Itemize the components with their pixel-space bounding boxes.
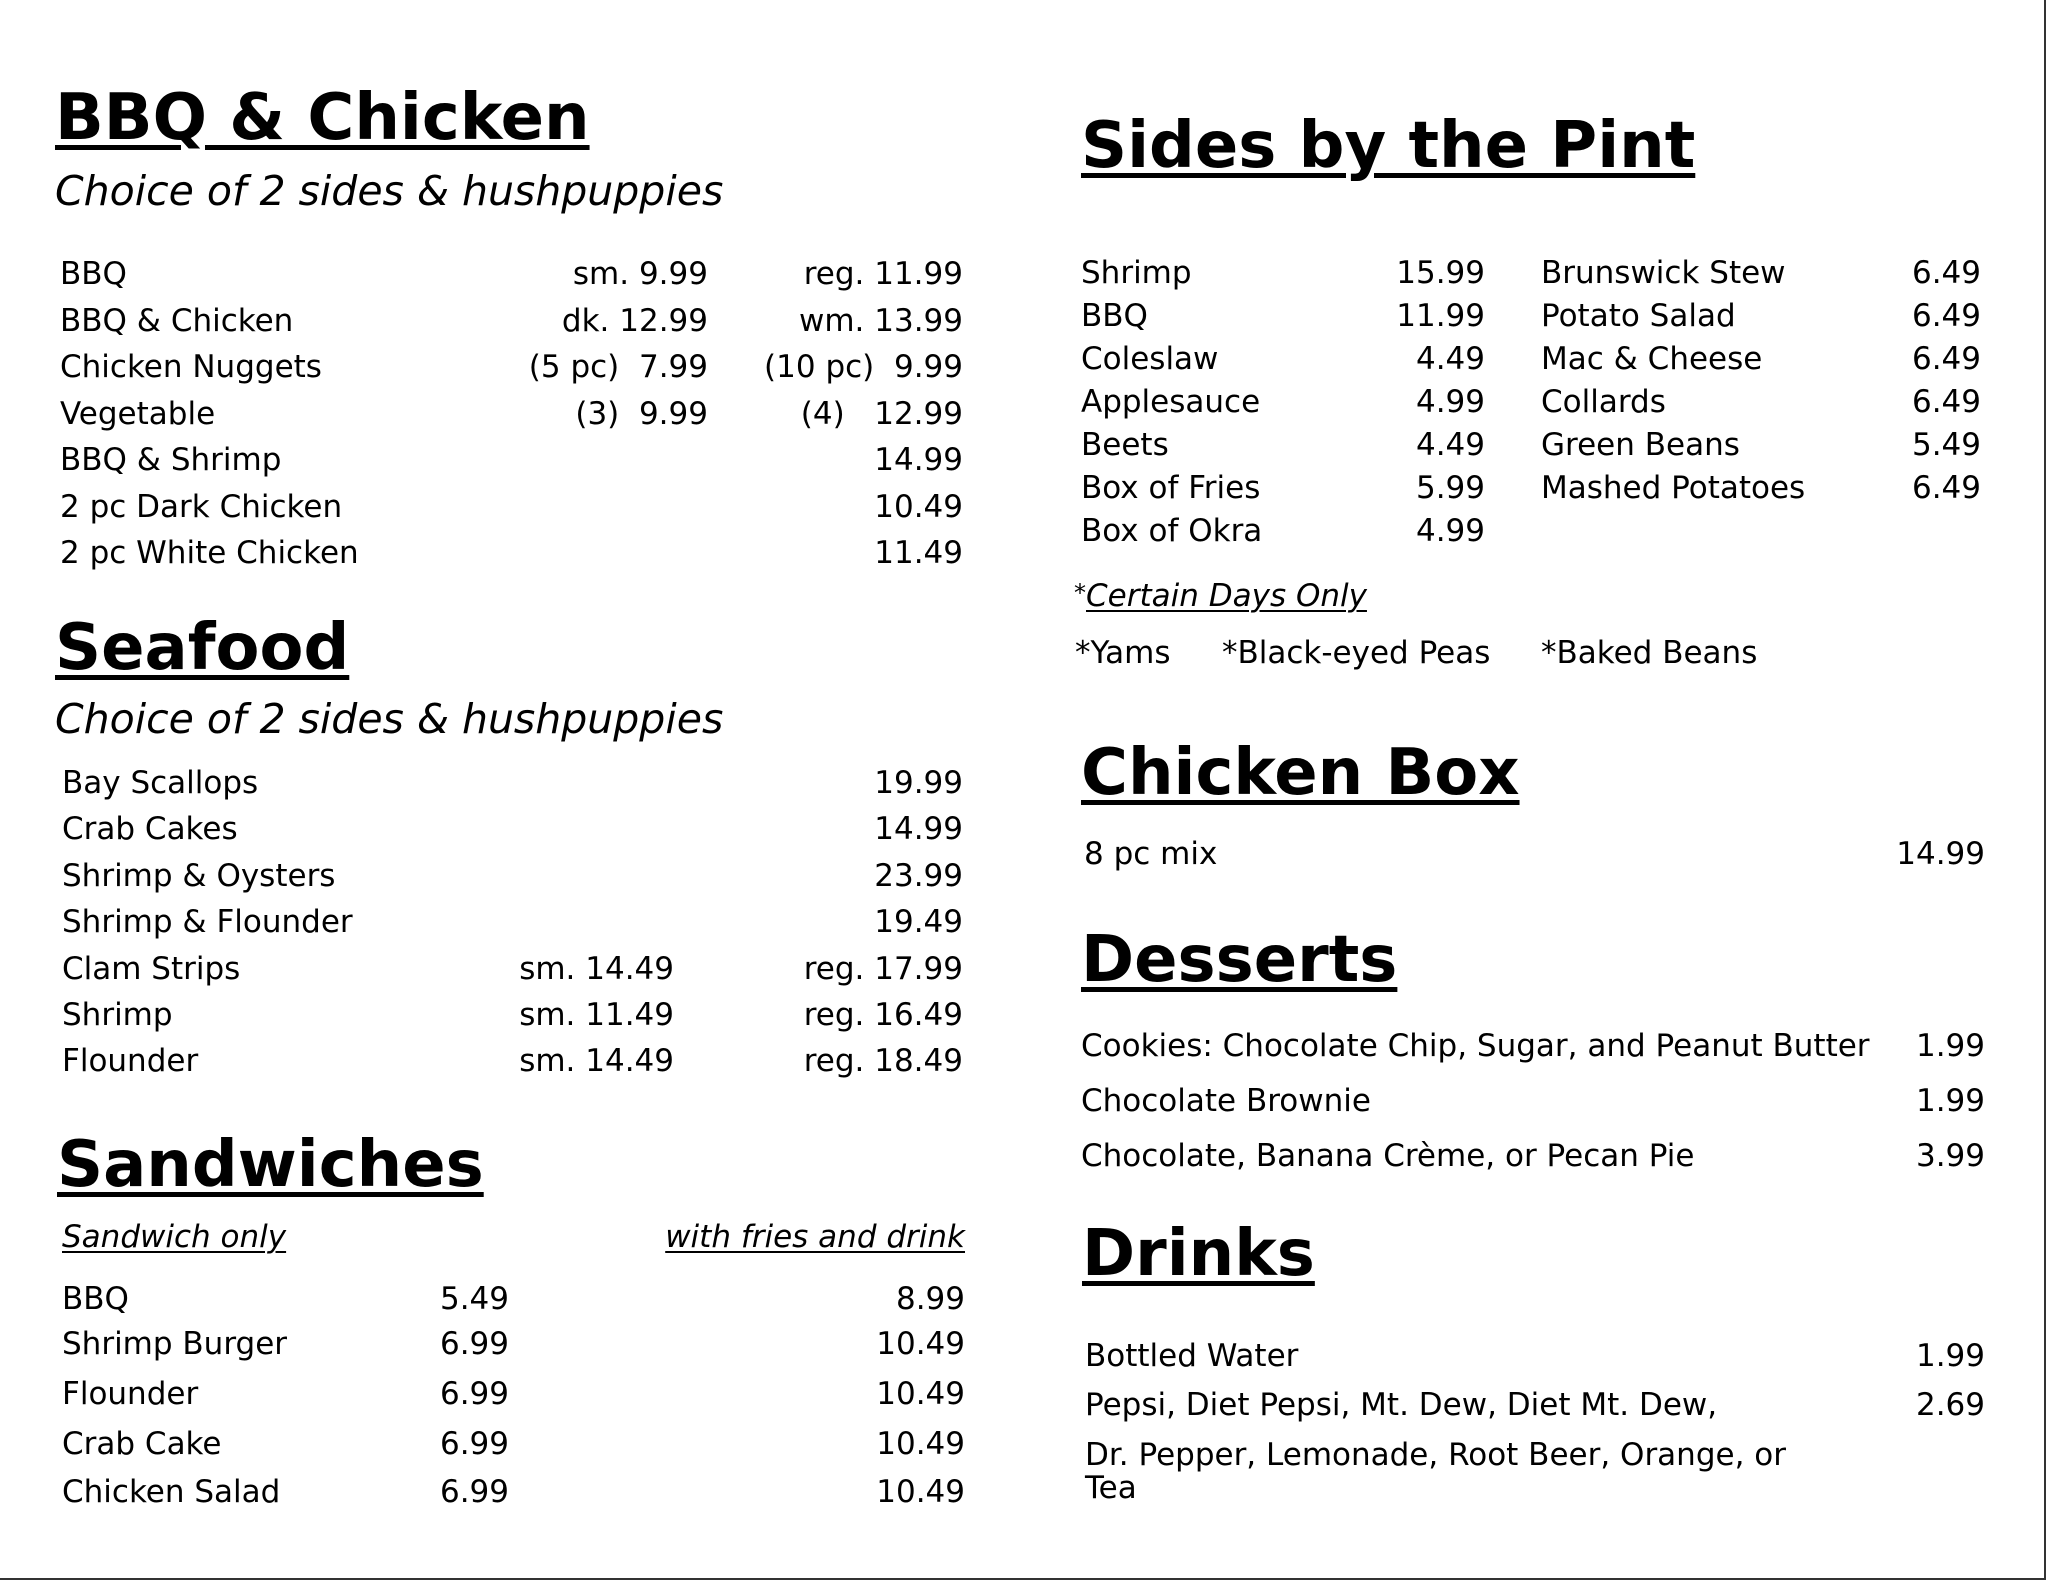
menu-item-name: 2 pc Dark Chicken xyxy=(60,489,343,525)
bbq-chicken-subtitle: Choice of 2 sides & hushpuppies xyxy=(55,167,724,215)
seafood-heading: Seafood xyxy=(55,611,350,685)
menu-item-price: (10 pc) 9.99 xyxy=(764,349,963,385)
menu-item-name: Mashed Potatoes xyxy=(1541,470,1806,506)
menu-item-price: 11.99 xyxy=(1396,298,1485,334)
menu-item-price: reg. 17.99 xyxy=(803,951,963,987)
menu-item-name: Shrimp xyxy=(1081,255,1192,291)
menu-item-price: 10.49 xyxy=(874,489,963,525)
menu-item-name: Bottled Water xyxy=(1085,1338,1299,1374)
menu-item-price: 1.99 xyxy=(1915,1338,1985,1374)
menu-item-price: 4.49 xyxy=(1415,427,1485,463)
menu-item-name: Applesauce xyxy=(1081,384,1261,420)
menu-item-price: 14.99 xyxy=(874,442,963,478)
menu-item-price: 6.99 xyxy=(439,1376,509,1412)
drinks-list-continued: Dr. Pepper, Lemonade, Root Beer, Orange, or xyxy=(1085,1437,1786,1473)
menu-item-name: Flounder xyxy=(62,1043,199,1079)
menu-item-price: 10.49 xyxy=(876,1326,965,1362)
menu-item-price: 4.49 xyxy=(1415,341,1485,377)
menu-item-price: 3.99 xyxy=(1915,1138,1985,1174)
menu-item-name: Shrimp Burger xyxy=(62,1326,288,1362)
menu-item-price: 4.99 xyxy=(1415,384,1485,420)
menu-item-name: Brunswick Stew xyxy=(1541,255,1786,291)
with-fries-drink-header: with fries and drink xyxy=(665,1219,965,1255)
menu-item-name: Box of Okra xyxy=(1081,513,1263,549)
menu-item-price: sm. 9.99 xyxy=(572,256,708,292)
menu-item-price: 6.49 xyxy=(1911,470,1981,506)
seafood-subtitle: Choice of 2 sides & hushpuppies xyxy=(55,695,724,743)
menu-item-name: Shrimp xyxy=(62,997,173,1033)
menu-item-name: 2 pc White Chicken xyxy=(60,535,359,571)
menu-item-name: BBQ & Shrimp xyxy=(60,442,282,478)
menu-item-price: 5.49 xyxy=(439,1281,509,1317)
menu-item-name: BBQ & Chicken xyxy=(60,303,294,339)
menu-item-price: 4.99 xyxy=(1415,513,1485,549)
menu-item-name: Crab Cake xyxy=(62,1426,222,1462)
sandwich-only-header: Sandwich only xyxy=(62,1219,287,1255)
menu-item-name: Potato Salad xyxy=(1541,298,1736,334)
menu-item-name: Beets xyxy=(1081,427,1169,463)
special-side-yams: *Yams xyxy=(1075,635,1171,671)
menu-item-price: 23.99 xyxy=(874,858,963,894)
menu-item-name: Box of Fries xyxy=(1081,470,1261,506)
menu-item-name: 8 pc mix xyxy=(1084,836,1218,872)
menu-item-name: Chicken Salad xyxy=(62,1474,281,1510)
menu-item-price: 19.49 xyxy=(874,904,963,940)
menu-item-price: (5 pc) 7.99 xyxy=(528,349,708,385)
menu-item-price: reg. 16.49 xyxy=(803,997,963,1033)
menu-item-price: 19.99 xyxy=(874,765,963,801)
drinks-heading: Drinks xyxy=(1082,1217,1315,1291)
special-side-baked-beans: *Baked Beans xyxy=(1541,635,1758,671)
menu-item-name: BBQ xyxy=(60,256,127,292)
certain-days-note xyxy=(1074,578,1367,614)
menu-item-name: Chocolate Brownie xyxy=(1081,1083,1371,1119)
menu-item-name: Crab Cakes xyxy=(62,811,238,847)
sandwiches-heading: Sandwiches xyxy=(57,1128,484,1202)
menu-item-price: 1.99 xyxy=(1915,1028,1985,1064)
menu-item-price: sm. 14.49 xyxy=(519,1043,674,1079)
menu-item-price: 6.99 xyxy=(439,1426,509,1462)
menu-item-name: Shrimp & Flounder xyxy=(62,904,353,940)
drinks-list-continued: Tea xyxy=(1085,1470,1137,1506)
menu-item-name: Mac & Cheese xyxy=(1541,341,1763,377)
menu-item-name: Shrimp & Oysters xyxy=(62,858,336,894)
menu-item-price: 6.49 xyxy=(1911,298,1981,334)
chicken-box-heading: Chicken Box xyxy=(1081,736,1520,810)
menu-item-price: reg. 11.99 xyxy=(803,256,963,292)
menu-item-price: 6.49 xyxy=(1911,384,1981,420)
menu-item-price: 5.49 xyxy=(1911,427,1981,463)
menu-item-price: 10.49 xyxy=(876,1474,965,1510)
menu-item-name: Coleslaw xyxy=(1081,341,1219,377)
menu-item-price: sm. 14.49 xyxy=(519,951,674,987)
special-side-black-eyed-peas: *Black-eyed Peas xyxy=(1222,635,1491,671)
menu-item-name: Vegetable xyxy=(60,396,216,432)
menu-item-name: Green Beans xyxy=(1541,427,1740,463)
menu-item-price: 6.99 xyxy=(439,1326,509,1362)
sides-heading: Sides by the Pint xyxy=(1081,109,1696,183)
menu-item-price: 6.49 xyxy=(1911,341,1981,377)
menu-item-price: 15.99 xyxy=(1396,255,1485,291)
menu-item-name: Flounder xyxy=(62,1376,199,1412)
menu-item-price: 11.49 xyxy=(874,535,963,571)
menu-item-price: 10.49 xyxy=(876,1426,965,1462)
menu-item-name: Pepsi, Diet Pepsi, Mt. Dew, Diet Mt. Dew, xyxy=(1085,1387,1718,1423)
menu-item-price: 1.99 xyxy=(1915,1083,1985,1119)
desserts-heading: Desserts xyxy=(1081,923,1398,997)
menu-item-price: 14.99 xyxy=(1896,836,1985,872)
menu-item-name: Chocolate, Banana Crème, or Pecan Pie xyxy=(1081,1138,1695,1174)
menu-item-name: BBQ xyxy=(62,1281,129,1317)
menu-item-price: 8.99 xyxy=(895,1281,965,1317)
menu-item-price: wm. 13.99 xyxy=(798,303,963,339)
menu-item-name: BBQ xyxy=(1081,298,1148,334)
menu-item-price: (4) 12.99 xyxy=(800,396,963,432)
menu-item-price: 5.99 xyxy=(1415,470,1485,506)
bbq-chicken-heading: BBQ & Chicken xyxy=(55,81,590,155)
menu-item-price: sm. 11.49 xyxy=(519,997,674,1033)
menu-item-price: dk. 12.99 xyxy=(561,303,708,339)
note-asterisk: * xyxy=(1074,579,1086,607)
menu-item-price: 6.49 xyxy=(1911,255,1981,291)
menu-item-name: Bay Scallops xyxy=(62,765,259,801)
menu-item-name: Collards xyxy=(1541,384,1666,420)
menu-item-price: 10.49 xyxy=(876,1376,965,1412)
menu-item-price: 14.99 xyxy=(874,811,963,847)
certain-days-label: Certain Days Only xyxy=(1086,578,1367,614)
menu-item-name: Cookies: Chocolate Chip, Sugar, and Peanut Butter xyxy=(1081,1028,1870,1064)
menu-item-price: (3) 9.99 xyxy=(575,396,708,432)
menu-item-price: reg. 18.49 xyxy=(803,1043,963,1079)
menu-item-name: Chicken Nuggets xyxy=(60,349,322,385)
menu-item-price: 6.99 xyxy=(439,1474,509,1510)
menu-item-price: 2.69 xyxy=(1915,1387,1985,1423)
menu-item-name: Clam Strips xyxy=(62,951,241,987)
